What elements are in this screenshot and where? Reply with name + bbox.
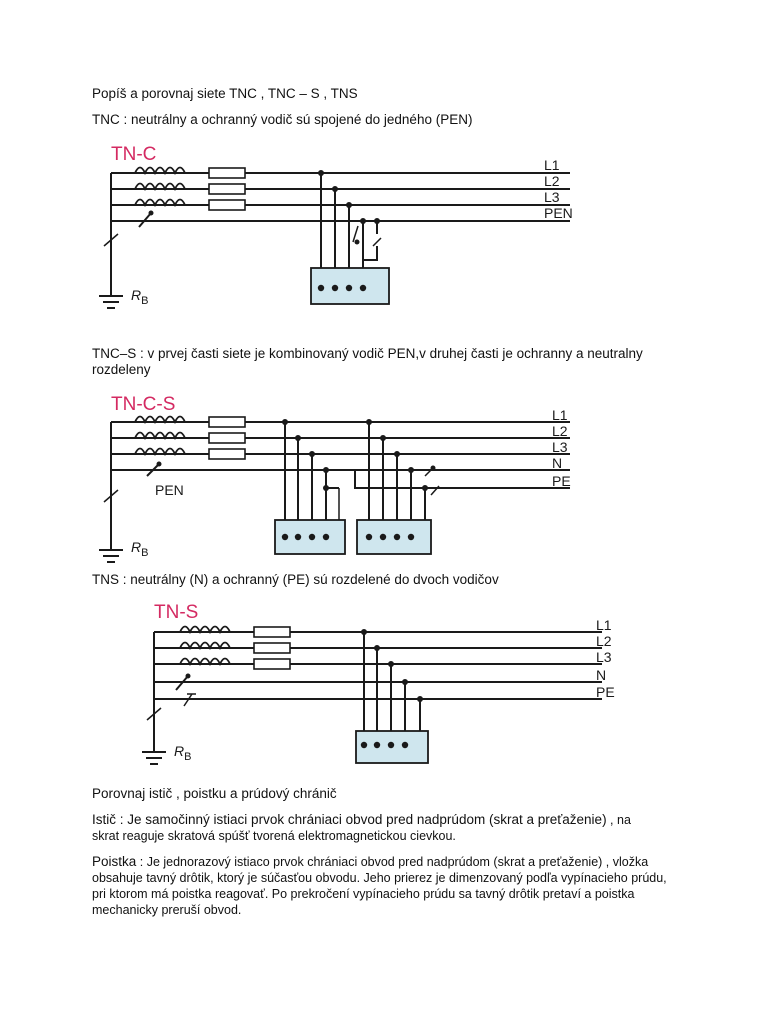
tnc-diagram bbox=[95, 140, 585, 310]
tns-label-4: PE bbox=[596, 684, 615, 700]
poistka-paragraph bbox=[92, 854, 682, 918]
istic-line2: skrat reaguje skratová spúšť tvorená elektromagnetickou cievkou. bbox=[92, 829, 456, 843]
tns-description: TNS : neutrálny (N) a ochranný (PE) sú rozdelené do dvoch vodičov bbox=[92, 572, 499, 587]
tns-diagram bbox=[140, 598, 620, 770]
page-heading: Popíš a porovnaj siete TNC , TNC – S , TNS bbox=[92, 86, 358, 101]
tncs-label-4: PE bbox=[552, 473, 571, 489]
tnc-description: TNC : neutrálny a ochranný vodič sú spojené do jedného (PEN) bbox=[92, 112, 473, 127]
tnc-label-0: L1 bbox=[544, 157, 560, 173]
tncs-label-0: L1 bbox=[552, 407, 568, 423]
istic-paragraph bbox=[92, 812, 692, 844]
tns-title: TN-S bbox=[154, 602, 199, 623]
poistka-term: Poistka bbox=[92, 854, 137, 869]
poistka-text: : Je jednorazový istiaco prvok chrániaci obvod pred nadprúdom (skrat a preťaženie) , vložka obsahuje tavný drôtik, ktorý je súčasťou obvodu. Jeho prierez je dimenzovaný podľa vypínacieho prúdu, pri ktorom má poistka reagovať. Po prekročení vypínacieho prúdu sa tavný drôtik pretaví a poistka mechanicky preruší obvod. bbox=[92, 855, 667, 917]
tncs-label-3: N bbox=[552, 455, 563, 471]
tns-label-2: L3 bbox=[596, 649, 612, 665]
tnc-ground-label: $R_B$ bbox=[131, 287, 149, 307]
compare-heading: Porovnaj istič , poistku a prúdový chránič bbox=[92, 786, 337, 801]
tns-label-0: L1 bbox=[596, 617, 612, 633]
tnc-label-2: L3 bbox=[544, 189, 560, 205]
istic-term: Istič bbox=[92, 812, 117, 827]
tncs-label-2: L3 bbox=[552, 439, 568, 455]
tns-label-3: N bbox=[596, 667, 607, 683]
istic-text: : Je samočinný istiaci prvok chrániaci obvod pred nadprúdom (skrat a preťaženie) bbox=[116, 812, 607, 827]
tnc-title: TN-C bbox=[111, 144, 157, 165]
tncs-diagram bbox=[95, 392, 585, 562]
tnc-label-1: L2 bbox=[544, 173, 560, 189]
tncs-description: TNC–S : v prvej časti siete je kombinovaný vodič PEN,v druhej časti je ochranny a neutralny rozdeleny bbox=[92, 346, 643, 377]
tncs-ground-label: $R_B$ bbox=[131, 539, 149, 559]
tncs-title: TN-C-S bbox=[111, 394, 176, 415]
tncs-label-1: L2 bbox=[552, 423, 568, 439]
tns-label-1: L2 bbox=[596, 633, 612, 649]
tnc-label-3: PEN bbox=[544, 205, 573, 221]
istic-tail: , na bbox=[606, 813, 631, 827]
tncs-pen-label: PEN bbox=[155, 482, 184, 498]
tns-ground-label: $R_B$ bbox=[174, 743, 192, 763]
